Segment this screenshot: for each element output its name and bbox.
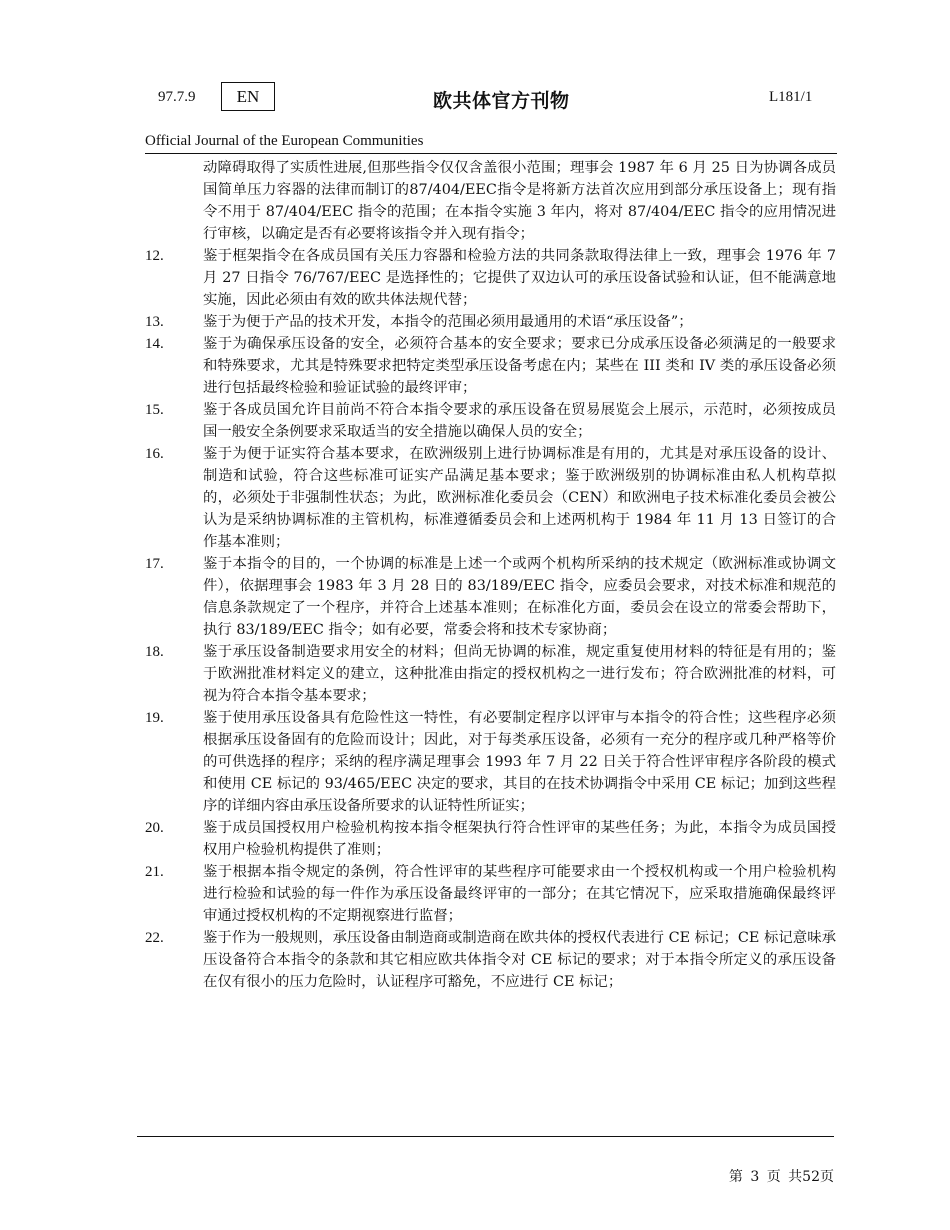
- recital-17: [145, 553, 836, 641]
- recital-number: 21.: [145, 864, 164, 880]
- recital-22: [145, 927, 836, 993]
- issue-number: L181/1: [769, 89, 813, 105]
- recital-text: 鉴于为便于证实符合基本要求，在欧洲级别上进行协调标准是有用的，尤其是对承压设备的设计、制造和试验，符合这些标准可证实产品满足基本要求；鉴于欧洲级别的协调标准由私人机构草拟的，必须处于非强制性状态；为此，欧洲标准化委员会（CEN）和欧洲电子技术标准化委员会被公认为是采纳协调标准的主管机构，标准遵循委员会和上述两机构于 1984 年 11 月 13 日签订的合作基本准则；: [203, 446, 836, 550]
- document-body: [145, 157, 836, 993]
- recital-number: 16.: [145, 446, 164, 462]
- recital-text: 鉴于框架指令在各成员国有关压力容器和检验方法的共同条款取得法律上一致，理事会 1976 年 7 月 27 日指令 76/767/EEC 是选择性的；它提供了双边认可的承压设备试验和认证，但不能满意地实施，因此必须由有效的欧共体法规代替；: [203, 248, 836, 308]
- recital-number: 22.: [145, 930, 164, 946]
- recital-text: 鉴于本指令的目的，一个协调的标准是上述一个或两个机构所采纳的技术规定（欧洲标准或协调文件），依据理事会 1983 年 3 月 28 日的 83/189/EEC 指令，应委员会要求，对技术标准和规范的信息条款规定了一个程序，并符合上述基本准则；在标准化方面，委员会在设立的常委会帮助下，执行 83/189/EEC 指令；如有必要，常委会将和技术专家协商；: [203, 556, 836, 638]
- journal-name-english: Official Journal of the European Communities: [145, 133, 424, 149]
- paragraph-text: 动障碍取得了实质性进展,但那些指令仅仅含盖很小范围；理事会 1987 年 6 月 25 日为协调各成员国简单压力容器的法律而制订的87/404/EEC指令是将新方法首次应用到部分承压设备上；现有指令不用于 87/404/EEC 指令的范围；在本指令实施 3 年内，将对 87/404/EEC 指令的应用情况进行审核，以确定是否有必要将该指令并入现有指令；: [203, 160, 836, 242]
- recital-21: [145, 861, 836, 927]
- header-divider: [145, 153, 837, 154]
- footer-divider: [137, 1136, 834, 1137]
- language-box: [221, 82, 275, 111]
- recital-20: [145, 817, 836, 861]
- page-number: 第 3 页 共52页: [728, 1169, 834, 1185]
- recital-13: [145, 311, 836, 333]
- recital-number: 20.: [145, 820, 164, 836]
- recital-18: [145, 641, 836, 707]
- recital-12: [145, 245, 836, 311]
- recital-text: 鉴于作为一般规则，承压设备由制造商或制造商在欧共体的授权代表进行 CE 标记；CE 标记意味承压设备符合本指令的条款和其它相应欧共体指令对 CE 标记的要求；对于本指令所定义的承压设备在仅有很小的压力危险时，认证程序可豁免，不应进行 CE 标记；: [203, 930, 836, 990]
- recital-number: 12.: [145, 248, 164, 264]
- recital-number: 19.: [145, 710, 164, 726]
- recital-number: 18.: [145, 644, 164, 660]
- recital-19: [145, 707, 836, 817]
- recital-text: 鉴于成员国授权用户检验机构按本指令框架执行符合性评审的某些任务；为此，本指令为成员国授权用户检验机构提供了准则；: [203, 820, 836, 858]
- recital-15: [145, 399, 836, 443]
- journal-title: 欧共体官方刊物: [433, 90, 570, 112]
- recital-number: 14.: [145, 336, 164, 352]
- recital-text: 鉴于为便于产品的技术开发，本指令的范围必须用最通用的术语“承压设备”；: [203, 314, 693, 330]
- recital-16: [145, 443, 836, 553]
- recital-text: 鉴于使用承压设备具有危险性这一特性，有必要制定程序以评审与本指令的符合性；这些程序必须根据承压设备固有的危险而设计；因此，对于每类承压设备，必须有一充分的程序或几种严格等价的可供选择的程序；采纳的程序满足理事会 1993 年 7 月 22 日关于符合性评审程序各阶段的模式和使用 CE 标记的 93/465/EEC 决定的要求，其目的在技术协调指令中采用 CE 标记；加到这些程序的详细内容由承压设备所要求的认证特性所证实；: [203, 710, 836, 814]
- publication-date: 97.7.9: [158, 89, 196, 105]
- recital-14: [145, 333, 836, 399]
- recital-text: 鉴于根据本指令规定的条例，符合性评审的某些程序可能要求由一个授权机构或一个用户检验机构进行检验和试验的每一件作为承压设备最终评审的一部分；在其它情况下，应采取措施确保最终评审通过授权机构的不定期视察进行监督；: [203, 864, 836, 924]
- recital-number: 17.: [145, 556, 164, 572]
- recital-number: 15.: [145, 402, 164, 418]
- recital-number: 13.: [145, 314, 164, 330]
- language-code: EN: [236, 86, 260, 106]
- recital-text: 鉴于各成员国允许目前尚不符合本指令要求的承压设备在贸易展览会上展示，示范时，必须按成员国一般安全条例要求采取适当的安全措施以确保人员的安全；: [203, 402, 836, 440]
- recital-text: 鉴于承压设备制造要求用安全的材料；但尚无协调的标准，规定重复使用材料的特征是有用的；鉴于欧洲批准材料定义的建立，这种批准由指定的授权机构之一进行发布；符合欧洲批准的材料，可视为符合本指令基本要求；: [203, 644, 836, 704]
- continuation-paragraph: [203, 157, 836, 245]
- recital-text: 鉴于为确保承压设备的安全，必须符合基本的安全要求；要求已分成承压设备必须满足的一般要求和特殊要求，尤其是特殊要求把特定类型承压设备考虑在内；某些在 III 类和 IV 类的承压设备必须进行包括最终检验和验证试验的最终评审；: [203, 336, 836, 396]
